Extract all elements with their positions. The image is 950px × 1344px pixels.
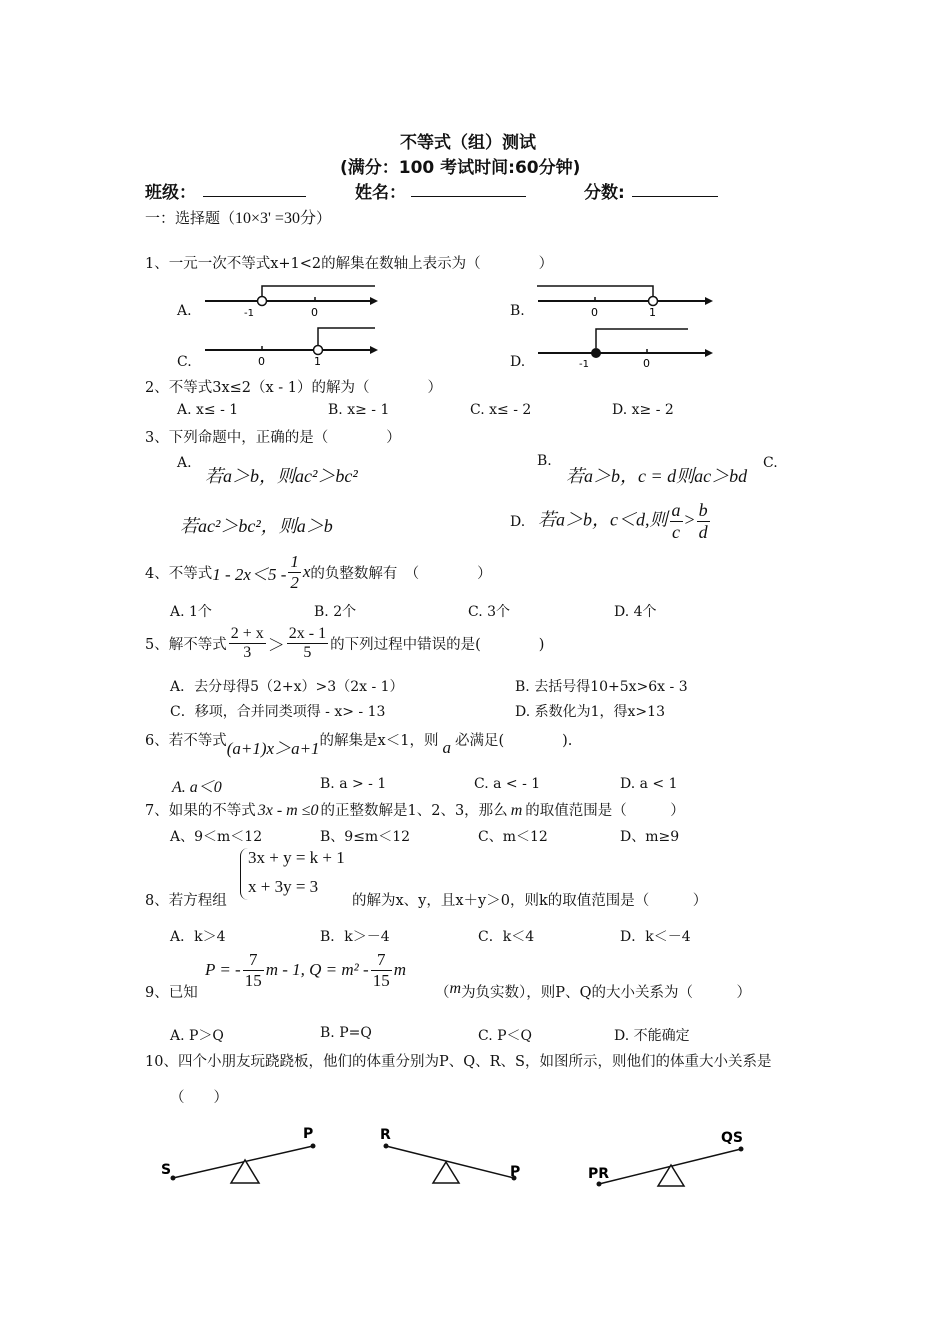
q3-d-text: 若a＞b，c＜d,则 [538, 509, 668, 530]
score-label: 分数: [584, 183, 625, 203]
q3-option-c-label: C. [763, 455, 778, 471]
q4-suffix: 的负整数解有 （ ） [310, 565, 492, 582]
q4-option-c[interactable]: C. 3个 [468, 604, 511, 620]
q5-option-a[interactable]: A．去分母得5（2+x）>3（2x - 1） [170, 679, 404, 695]
number-line-b [535, 282, 720, 322]
tick-label: 1 [314, 355, 321, 368]
q3-option-b-label: B. [537, 453, 552, 469]
q4-option-a[interactable]: A. 1个 [170, 604, 212, 620]
frac-num: 2 + x [229, 625, 266, 644]
q7-option-d[interactable]: D、m≥9 [620, 829, 680, 845]
frac-num: 7 [371, 950, 392, 971]
q6-suffix: 必满足( ). [454, 733, 573, 749]
q7-expr: 3x - m ≤0 [257, 802, 319, 819]
q4-option-b[interactable]: B. 2个 [314, 604, 357, 620]
q8-prefix: 8、若方程组 [145, 893, 227, 909]
q3-stem: 3、下列命题中，正确的是（ ） [145, 430, 401, 446]
class-field[interactable] [203, 196, 306, 197]
q3-option-a[interactable]: 若a＞b，则ac²＞bc² [205, 466, 358, 486]
frac-num: 7 [243, 950, 264, 971]
gt-sign: > [684, 509, 695, 530]
q9-suffix: 为负实数），则P、Q的大小关系为（ ） [461, 985, 751, 1001]
open-circle-marker [314, 346, 323, 355]
q2-stem: 2、不等式3x≤2（x - 1）的解为（ ） [145, 380, 443, 396]
q6-var: a [442, 738, 451, 757]
q9-paren: （ [435, 985, 450, 1001]
tick-label: 0 [311, 306, 318, 319]
q5-option-c[interactable]: C．移项，合并同类项得 - x> - 13 [170, 704, 386, 720]
q6-option-c[interactable]: C. a < - 1 [474, 776, 541, 792]
open-circle-marker [649, 297, 658, 306]
q1-stem: 1、一元一次不等式x+1<2的解集在数轴上表示为（ ） [145, 256, 554, 272]
q8-option-a[interactable]: A．k＞4 [170, 929, 226, 945]
q7-stem [145, 799, 685, 820]
seesaw-label: R [380, 1127, 391, 1143]
q6-stem [145, 725, 573, 758]
tick-label: 1 [649, 306, 656, 319]
page-title: 不等式（组）测试 [400, 133, 536, 153]
q5-option-b[interactable]: B. 去括号得10+5x>6x - 3 [515, 679, 688, 695]
q7-var: m [510, 802, 523, 819]
q2-option-c[interactable]: C. x≤ - 2 [470, 402, 532, 418]
q1-option-b[interactable]: B. [510, 303, 525, 319]
q10-stem: 10、四个小朋友玩跷跷板，他们的体重分别为P、Q、R、S，如图所示，则他们的体重大小关系是 [145, 1054, 772, 1070]
q9-option-b[interactable]: B. P=Q [320, 1025, 372, 1041]
section-label: 一：选择题（ [145, 209, 236, 227]
tick-label: 0 [591, 306, 598, 319]
q2-option-a[interactable]: A. x≤ - 1 [177, 402, 239, 418]
q4-option-d[interactable]: D. 4个 [614, 604, 657, 620]
open-circle-marker [258, 297, 267, 306]
q7-prefix: 7、如果的不等式 [145, 803, 256, 819]
gt-sign: ＞ [267, 636, 285, 657]
q8-eq2: x + 3y = 3 [248, 877, 319, 896]
q8-option-b[interactable]: B．k＞－4 [320, 929, 390, 945]
q5-prefix: 5、解不等式 [145, 637, 227, 654]
tick-label: -1 [579, 359, 589, 370]
q9-option-c[interactable]: C. P＜Q [478, 1028, 533, 1044]
q3-option-d[interactable] [538, 500, 712, 542]
q2-option-d[interactable]: D. x≥ - 2 [612, 402, 674, 418]
section-points: 10×3' =30分 [235, 210, 316, 227]
q6-option-d[interactable]: D. a < 1 [620, 776, 678, 792]
q8-option-d[interactable]: D．k＜－4 [620, 929, 691, 945]
q8-eq1: 3x + y = k + 1 [248, 848, 345, 867]
q3-option-c[interactable]: 若ac²＞bc²，则a＞b [180, 516, 333, 536]
q9-m2: m [449, 980, 462, 997]
q4-expr: 1 - 2x＜5 - [212, 564, 287, 584]
class-label: 班级： [145, 183, 196, 203]
frac-den: 15 [244, 970, 262, 990]
q9-m: m [393, 960, 406, 980]
tick-label: -1 [244, 308, 254, 319]
q9-option-d[interactable]: D. 不能确定 [614, 1028, 690, 1044]
number-line-c [200, 323, 385, 371]
q6-prefix: 6、若不等式 [145, 733, 227, 749]
name-field[interactable] [411, 196, 526, 197]
q7-option-c[interactable]: C、m＜12 [478, 829, 548, 845]
seesaw-label: S [161, 1162, 172, 1178]
frac-den: 15 [372, 970, 390, 990]
q4-var: x [302, 562, 311, 582]
seesaw-figure-1 [155, 1120, 335, 1190]
q1-option-c[interactable]: C. [177, 354, 192, 370]
fulcrum-icon [433, 1162, 459, 1183]
q6-option-b[interactable]: B. a > - 1 [320, 776, 387, 792]
q9-mid: m - 1, Q = m² - [265, 960, 369, 980]
q6-expr: (a+1)x＞a+1 [226, 739, 320, 758]
name-label: 姓名： [355, 183, 406, 203]
q1-option-a[interactable]: A. [177, 303, 192, 319]
q8-suffix: 的解为x、y，且x＋y＞0，则k的取值范围是（ ） [352, 893, 708, 909]
q9-p: P = - [205, 960, 241, 980]
section-title [145, 205, 331, 228]
q5-stem [145, 625, 544, 663]
frac-den: 5 [303, 644, 312, 662]
frac-den: 3 [243, 644, 252, 662]
q3-option-a-label: A. [177, 455, 192, 471]
q6-option-a[interactable]: A. a＜0 [172, 779, 222, 796]
frac-den: 2 [290, 572, 299, 592]
q3-option-d-label: D. [510, 514, 526, 530]
seesaw-label: QS [721, 1130, 743, 1146]
q5-option-d[interactable]: D. 系数化为1，得x>13 [515, 704, 665, 720]
exam-subtitle: (满分：100 考试时间:60分钟) [340, 158, 581, 178]
q4-stem [145, 552, 492, 592]
frac-num: b [698, 500, 708, 520]
q7-middle: 的正整数解是1、2、3，那么 [320, 803, 508, 819]
seesaw-label: PR [588, 1166, 610, 1182]
seesaw-label: P [303, 1126, 314, 1142]
q9-expression [205, 950, 406, 990]
seesaw-figure-2 [372, 1120, 542, 1190]
number-line-a [200, 282, 385, 322]
seesaw-figure-3 [585, 1120, 765, 1190]
q9-prefix: 9、已知 [145, 985, 198, 1001]
seesaw-label: P [510, 1164, 521, 1180]
q9-option-a[interactable]: A. P＞Q [170, 1028, 224, 1044]
frac-num: a [671, 500, 681, 520]
frac-num: 1 [290, 552, 299, 571]
q5-suffix: 的下列过程中错误的是( ) [330, 637, 545, 654]
tick-label: 0 [643, 357, 650, 370]
frac-den: d [698, 521, 708, 542]
q10-answer-blank[interactable]: （ ） [170, 1090, 228, 1106]
q8-option-c[interactable]: C．k＜4 [478, 929, 535, 945]
q1-option-d[interactable]: D. [510, 354, 526, 370]
q7-option-b[interactable]: B、9≤m＜12 [320, 829, 411, 845]
q9-tail [435, 981, 751, 1002]
number-line-d [535, 323, 720, 371]
q2-option-b[interactable]: B. x≥ - 1 [328, 402, 390, 418]
q7-option-a[interactable]: A、9＜m＜12 [170, 829, 263, 845]
q4-prefix: 4、不等式 [145, 565, 213, 582]
section-close: ） [315, 209, 331, 227]
frac-den: c [672, 521, 680, 542]
frac-num: 2x - 1 [287, 625, 328, 644]
q3-option-b[interactable]: 若a＞b，c = d则ac＞bd [566, 466, 748, 486]
score-field[interactable] [632, 196, 718, 197]
q7-suffix: 的取值范围是（ ） [525, 803, 685, 819]
q6-middle: 的解集是x＜1，则 [319, 733, 439, 749]
closed-circle-marker [591, 348, 601, 358]
tick-label: 0 [258, 355, 265, 368]
